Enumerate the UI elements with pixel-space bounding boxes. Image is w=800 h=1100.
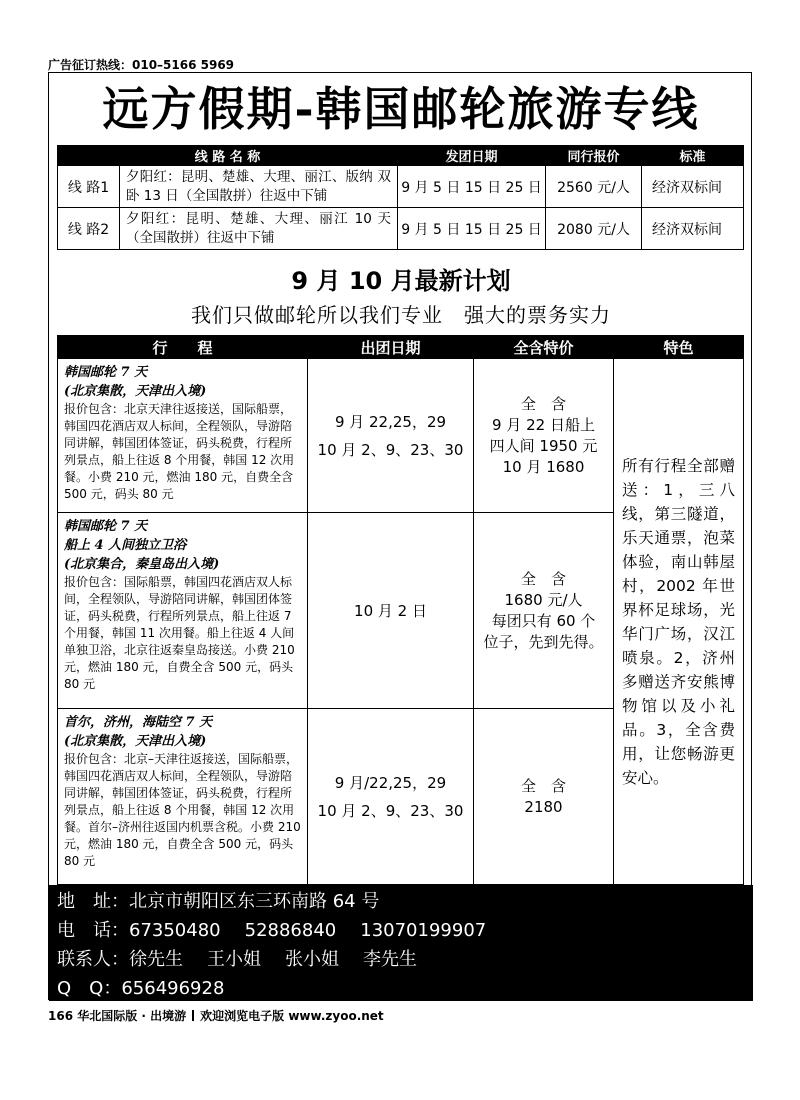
address-value: 北京市朝阳区东三环南路 64 号: [129, 891, 380, 912]
tours-table: [57, 335, 744, 885]
address-label: 地 址：: [57, 891, 129, 912]
address-row: [57, 887, 379, 913]
tour-details: 报价包含：北京天津往返接送，国际船票，韩国四花酒店双人标间，全程领队，导游陪同讲解，韩国团体签证，码头税费，行程所列景点，船上往返 8 个用餐，韩国 12 次用餐。小费 210 元，燃油 180 元，自费全含 500 元，码头 80 元: [64, 402, 295, 501]
route-price: 2080 元/人: [546, 208, 642, 250]
contact-person: 徐先生: [129, 949, 183, 970]
qq-label: Q Q：: [57, 978, 122, 999]
tour-date-line: 10 月 2、9、23、30: [317, 440, 464, 459]
tour-date-line: 10 月 2 日: [354, 601, 427, 620]
slogan: 我们只做邮轮所以我们专业 强大的票务实力: [191, 303, 611, 327]
people-label: 联系人：: [57, 949, 129, 970]
tour-dates: [308, 709, 474, 885]
contact-person: 李先生: [363, 949, 417, 970]
route-label: 线 路2: [58, 208, 120, 250]
price-line: 全 含: [520, 776, 566, 795]
price-line: 1680 元/人: [504, 590, 583, 609]
price-line: 四人间 1950 元: [489, 436, 598, 455]
tour-price: [474, 513, 614, 709]
price-line: 2180: [524, 797, 563, 816]
tour-gathering: (北京集散，天津出入境): [64, 384, 207, 399]
tour-itinerary: [58, 709, 308, 885]
col-itinerary: 行 程: [58, 336, 308, 359]
phone-number: 67350480: [129, 920, 221, 941]
route-dates: 9 月 5 日 15 日 25 日: [398, 166, 546, 208]
tours-header-row: [58, 336, 744, 359]
edition-name: 华北国际版 · 出境游: [77, 1009, 187, 1023]
tour-details: 报价包含：国际船票，韩国四花酒店双人标间，全程领队，导游陪同讲解，韩国团体签证，码头税费，行程所列景点，船上往返 7 个用餐，韩国 11 次用餐。船上往返 4 人间单独卫浴，北京往返秦皇岛接送。小费 210 元，燃油 180 元，自费全含 500 元，码头 80 元: [64, 575, 295, 691]
route-name: 夕阳红：昆明、楚雄、大理、丽江、版纳 双卧 13 日（全国散拼）往返中下铺: [120, 166, 398, 208]
routes-table: [57, 145, 744, 250]
price-line: 位子，先到先得。: [483, 632, 604, 651]
col-depart-date: 发团日期: [398, 146, 546, 166]
contact-block: [49, 885, 753, 1001]
tour-dates: [308, 513, 474, 709]
col-all-inclusive: 全含特价: [474, 336, 614, 359]
col-trade-price: 同行报价: [546, 146, 642, 166]
page-footer: [48, 1007, 384, 1024]
route-standard: 经济双标间: [642, 166, 744, 208]
tour-row: [58, 359, 744, 513]
tour-price: [474, 709, 614, 885]
phone-number: 13070199907: [360, 920, 487, 941]
col-tour-dates: 出团日期: [308, 336, 474, 359]
footer-divider: [192, 1010, 194, 1021]
route-price: 2560 元/人: [546, 166, 642, 208]
price-line: 10 月 1680: [502, 457, 585, 476]
route-dates: 9 月 5 日 15 日 25 日: [398, 208, 546, 250]
price-line: 全 含: [520, 394, 566, 413]
tour-date-line: 10 月 2、9、23、30: [317, 801, 464, 820]
tour-title: 韩国邮轮 7 天: [64, 365, 148, 380]
tour-price: [474, 359, 614, 513]
col-standard: 标准: [642, 146, 744, 166]
price-line: 9 月 22 日船上: [492, 415, 595, 434]
contact-person: 王小姐: [207, 949, 261, 970]
contact-person: 张小姐: [285, 949, 339, 970]
ad-hotline: 广告征订热线：010–5166 5969: [48, 58, 235, 72]
routes-header-row: [58, 146, 744, 166]
tour-itinerary: [58, 359, 308, 513]
phone-row: [57, 916, 486, 942]
price-line: 全 含: [520, 569, 566, 588]
website-note: 欢迎浏览电子版 www.zyoo.net: [200, 1009, 384, 1023]
contacts-row: [57, 945, 417, 971]
ad-frame: [48, 72, 752, 1000]
tour-subtitle: 船上 4 人间独立卫浴: [64, 538, 187, 553]
price-line: 每团只有 60 个: [491, 611, 596, 630]
page-number: 166: [48, 1009, 74, 1023]
route-label: 线 路1: [58, 166, 120, 208]
route-name: 夕阳红：昆明、楚雄、大理、丽江 10 天（全国散拼）往返中下铺: [120, 208, 398, 250]
phone-label: 电 话：: [57, 920, 129, 941]
col-features: 特色: [614, 336, 744, 359]
route-row: [58, 208, 744, 250]
plan-title: 9 月 10 月最新计划: [291, 267, 511, 295]
tour-date-line: 9 月 22,25，29: [334, 412, 447, 431]
banner-title: 远方假期-韩国邮轮旅游专线: [102, 82, 700, 136]
tour-title: 首尔，济州，海陆空 7 天: [64, 715, 213, 730]
tour-gathering: (北京集散，天津出入境): [64, 734, 207, 749]
tour-dates: [308, 359, 474, 513]
phone-number: 52886840: [244, 920, 337, 941]
route-standard: 经济双标间: [642, 208, 744, 250]
col-route-name: 线 路 名 称: [58, 146, 398, 166]
tour-itinerary: [58, 513, 308, 709]
tour-date-line: 9 月/22,25，29: [334, 773, 447, 792]
tour-title: 韩国邮轮 7 天: [64, 519, 148, 534]
qq-value: 656496928: [121, 978, 225, 999]
qq-row: [57, 974, 224, 1000]
tour-details: 报价包含：北京–天津往返接送，国际船票，韩国四花酒店双人标间，全程领队，导游陪同讲解，韩国团体签证，码头税费，行程所列景点，船上往返 8 个用餐，韩国 12 次用餐。首尔–济州往返国内机票含税。小费 210 元，燃油 180 元，自费全含 500 元，码头 80 元: [64, 752, 301, 868]
tour-gathering: (北京集合，秦皇岛出入境): [64, 557, 220, 572]
route-row: [58, 166, 744, 208]
tour-features: 所有行程全部赠送：1，三八线，第三隧道，乐天通票，泡菜体验，南山韩屋村，2002 年世界杯足球场，光华门广场，汉江喷泉。2，济州多赠送齐安熊博物馆以及小礼品。3，全含费用，让您畅游更安心。: [614, 359, 744, 885]
